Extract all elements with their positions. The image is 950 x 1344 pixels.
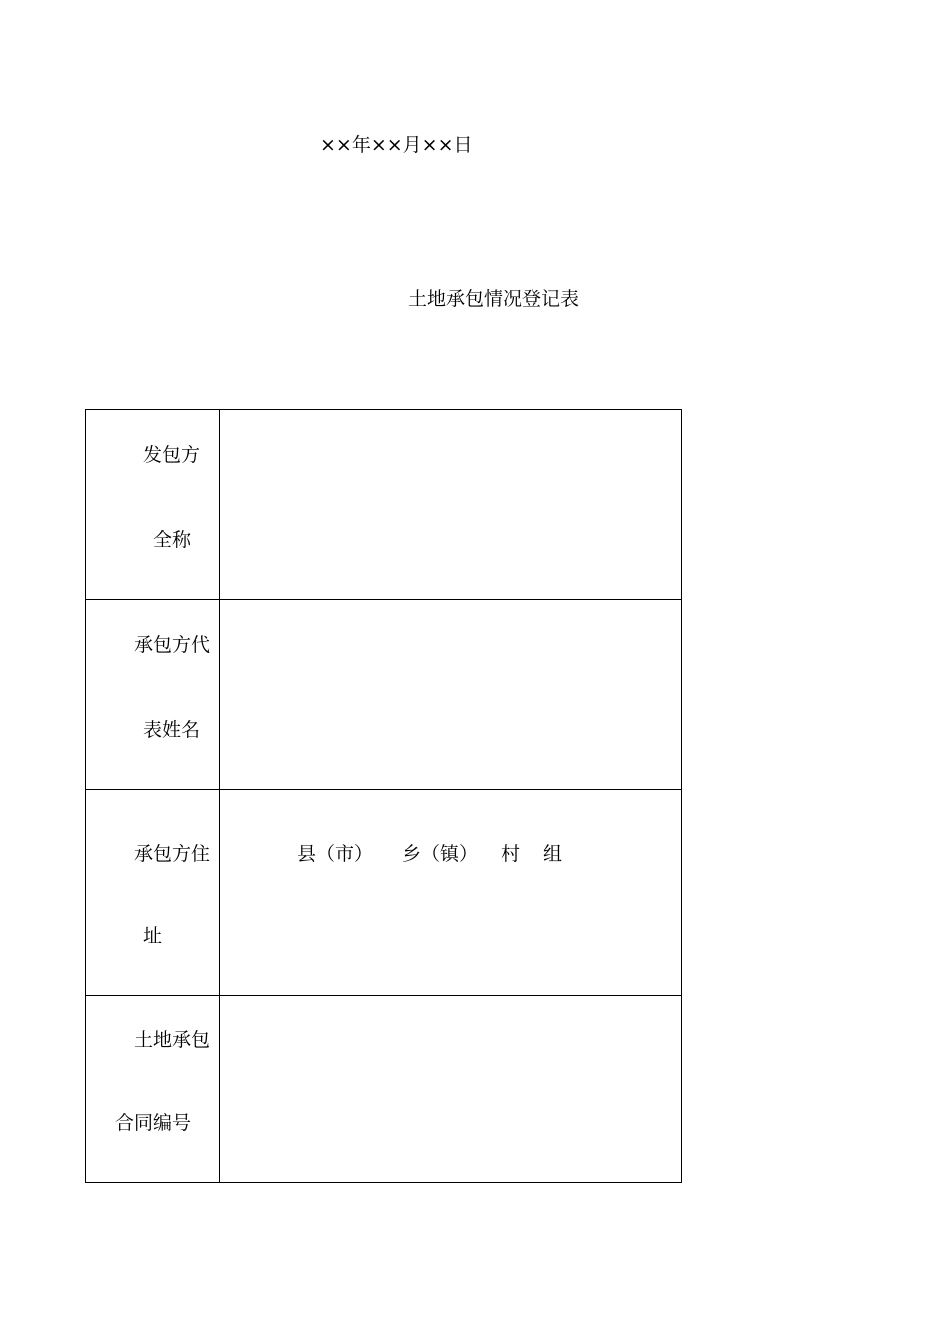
address-group-label: 组 <box>543 843 563 865</box>
label-cell <box>86 600 220 790</box>
label-text: 址 <box>143 925 163 947</box>
table-row <box>86 790 682 996</box>
label-text: 承包方代 <box>134 634 211 656</box>
label-text: 土地承包 <box>134 1029 211 1051</box>
table-row <box>86 996 682 1183</box>
issuer-full-name-field[interactable] <box>220 410 682 600</box>
label-text: 表姓名 <box>143 719 201 741</box>
table-row <box>86 600 682 790</box>
label-cell <box>86 410 220 600</box>
document-title: 土地承包情况登记表 <box>408 288 580 310</box>
label-cell <box>86 790 220 996</box>
address-county-label: 县（市） <box>297 843 374 865</box>
label-text: 发包方 <box>143 444 201 466</box>
table-row <box>86 410 682 600</box>
contractor-representative-name-field[interactable] <box>220 600 682 790</box>
address-township-label: 乡（镇） <box>402 843 479 865</box>
label-cell <box>86 996 220 1183</box>
label-text: 合同编号 <box>115 1112 192 1134</box>
contractor-address-field[interactable] <box>220 790 682 996</box>
date-line: ××年××月××日 <box>320 134 473 156</box>
registration-table <box>85 409 682 1183</box>
land-contract-number-field[interactable] <box>220 996 682 1183</box>
label-text: 承包方住 <box>134 843 211 865</box>
label-text: 全称 <box>153 529 192 551</box>
address-village-label: 村 <box>501 843 521 865</box>
